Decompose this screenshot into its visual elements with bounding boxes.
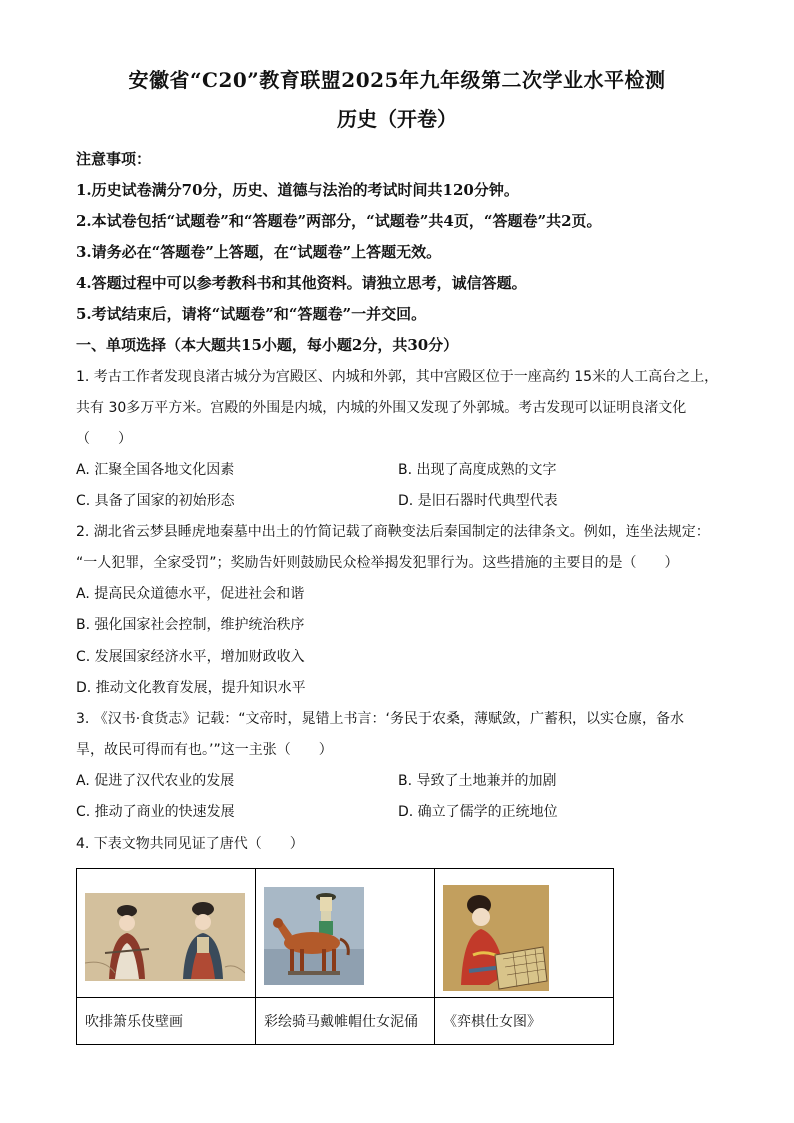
question-3-stem: 3. 《汉书·食货志》记载：“文帝时，晁错上书言：‘务民于农桑，薄赋敛，广蓄积，以实仓廪，备水 (76, 711, 684, 727)
relics-table (76, 868, 614, 1045)
painting-image (443, 885, 549, 991)
notice-item: 5.考试结束后，请将“试题卷”和“答题卷”一并交回。 (76, 305, 427, 323)
question-2-option-a: A. 提高民众道德水平，促进社会和谐 (76, 586, 305, 602)
question-2-stem: 2. 湖北省云梦县睡虎地秦墓中出土的竹简记载了商鞅变法后秦国制定的法律条文。例如，连坐法规定： (76, 524, 710, 540)
question-2-option-d: D. 推动文化教育发展，提升知识水平 (76, 680, 306, 696)
notice-item: 1.历史试卷满分70分，历史、道德与法治的考试时间共120分钟。 (76, 181, 519, 199)
question-3-option-b: B. 导致了土地兼并的加剧 (398, 773, 557, 789)
question-1-stem: （ ） (76, 431, 132, 447)
relic-image-cell (256, 869, 435, 998)
section-heading: 一、单项选择（本大题共15小题，每小题2分，共30分） (76, 336, 459, 354)
question-1-stem: 共有 30多万平方米。宫殿的外围是内城，内城的外围又发现了外郭城。考古发现可以证明良渚文化 (76, 400, 687, 416)
question-1-option-a: A. 汇聚全国各地文化因素 (76, 462, 235, 478)
question-2-option-c: C. 发展国家经济水平，增加财政收入 (76, 649, 305, 665)
question-1-option-c: C. 具备了国家的初始形态 (76, 493, 235, 509)
figurine-image (264, 887, 364, 985)
notice-item: 2.本试卷包括“试题卷”和“答题卷”两部分，“试题卷”共4页，“答题卷”共2页。 (76, 212, 602, 230)
relic-caption: 吹排箫乐伎壁画 (77, 998, 256, 1045)
exam-subtitle: 历史（开卷） (337, 107, 457, 131)
question-3-option-a: A. 促进了汉代农业的发展 (76, 773, 235, 789)
relic-image-cell (435, 869, 614, 998)
mural-image (85, 893, 245, 981)
relic-caption: 彩绘骑马戴帷帽仕女泥俑 (256, 998, 435, 1045)
question-1-option-d: D. 是旧石器时代典型代表 (398, 493, 558, 509)
question-4-stem: 4. 下表文物共同见证了唐代（ ） (76, 836, 304, 852)
question-3-option-d: D. 确立了儒学的正统地位 (398, 804, 558, 820)
relic-image-cell (77, 869, 256, 998)
relic-caption: 《弈棋仕女图》 (435, 998, 614, 1045)
question-2-stem: “一人犯罪，全家受罚”；奖励告奸则鼓励民众检举揭发犯罪行为。这些措施的主要目的是（ ） (76, 555, 679, 571)
question-2-option-b: B. 强化国家社会控制，维护统治秩序 (76, 617, 305, 633)
notice-item: 4.答题过程中可以参考教科书和其他资料。请独立思考，诚信答题。 (76, 274, 527, 292)
notice-item: 3.请务必在“答题卷”上答题，在“试题卷”上答题无效。 (76, 243, 442, 261)
question-1-option-b: B. 出现了高度成熟的文字 (398, 462, 557, 478)
question-3-stem: 旱，故民可得而有也。’”这一主张（ ） (76, 742, 333, 758)
question-1-stem: 1. 考古工作者发现良渚古城分为宫殿区、内城和外郭，其中宫殿区位于一座高约 15米的人工高台之上， (76, 369, 719, 385)
notice-heading: 注意事项： (76, 150, 152, 168)
question-3-option-c: C. 推动了商业的快速发展 (76, 804, 235, 820)
exam-title: 安徽省“C20”教育联盟2025年九年级第二次学业水平检测 (128, 68, 666, 92)
